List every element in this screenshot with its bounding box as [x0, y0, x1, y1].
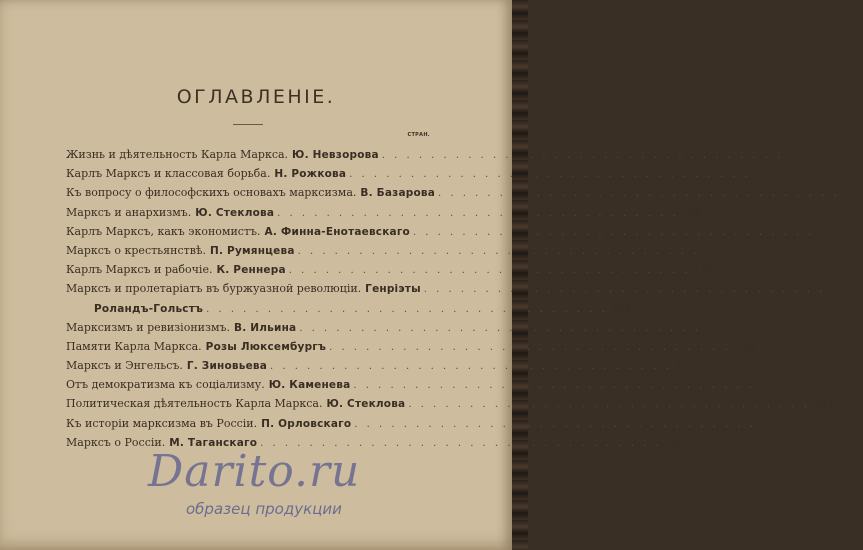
toc-entry-title: Марксизмъ и ревизіонизмъ.: [66, 320, 231, 334]
dot-leader: [326, 338, 734, 357]
toc-entry-page: 227: [674, 359, 696, 373]
dot-leader: [350, 376, 758, 395]
toc-entry-page: 210: [703, 320, 725, 334]
toc-entry-author: М. Таганскаго: [169, 436, 258, 449]
toc-entry-page: 190: [693, 263, 715, 277]
toc-entry-title: Памяти Карла Маркса.: [66, 339, 202, 353]
toc-entry: [66, 203, 702, 222]
toc-entry-author: Роландъ-Гольстъ: [94, 302, 204, 315]
toc-entry-title: Жизнь и дѣятельность Карла Маркса.: [66, 148, 289, 161]
toc-entry: [66, 414, 780, 433]
toc-entry-author: Розы Люксембургъ: [205, 340, 327, 353]
toc-entry-author: В. Ильина: [234, 321, 297, 334]
toc-entry-author: П. Румянцева: [210, 244, 295, 257]
toc-entry-author: Г. Зиновьева: [186, 360, 268, 373]
dot-leader: [267, 357, 675, 376]
book-spine: [512, 0, 528, 550]
toc-entry: [66, 145, 807, 164]
toc-entry-title: Марксъ о крестьянствѣ.: [66, 243, 207, 257]
table-of-contents: [66, 145, 863, 452]
toc-entry-title: Марксъ о Россіи.: [66, 435, 166, 449]
toc-entry-author: В. Базарова: [360, 187, 435, 200]
dot-leader: [379, 146, 787, 165]
toc-entry: [66, 299, 632, 318]
title-divider: [233, 124, 263, 125]
toc-entry: [66, 337, 755, 356]
dot-leader: [435, 184, 843, 203]
toc-entry-page: 50: [848, 186, 863, 200]
toc-entry: [66, 375, 779, 394]
watermark: [148, 446, 378, 546]
toc-entry: [66, 183, 863, 202]
dot-leader: [410, 223, 818, 242]
toc-entry-title: Марксъ и Энгельсъ.: [66, 359, 183, 373]
dot-leader: [286, 261, 694, 280]
toc-entry-page: 30: [759, 167, 774, 181]
toc-entry-page: 291: [812, 397, 834, 411]
dot-leader: [351, 415, 759, 434]
toc-entry: [66, 356, 696, 375]
toc-entry: [66, 394, 834, 413]
page-title: ОГЛАВЛЕНІЕ.: [176, 86, 336, 108]
toc-entry-title: Карлъ Марксъ и классовая борьба.: [66, 167, 271, 181]
toc-entry-author: К. Реннера: [216, 264, 286, 277]
toc-entry-title: Марксъ и пролетаріатъ въ буржуазной революціи.: [66, 282, 362, 296]
dot-leader: [421, 280, 829, 299]
toc-entry-author: Генріэты: [365, 283, 421, 296]
toc-entry-title: Къ исторіи марксизма въ Россіи.: [66, 416, 258, 430]
watermark-logo: Darito.ru: [148, 446, 361, 497]
toc-entry-title: Карлъ Марксъ, какъ экономистъ.: [66, 224, 261, 238]
toc-entry: [66, 318, 725, 337]
toc-entry-page: 252: [758, 378, 779, 392]
toc-entry: [66, 241, 724, 260]
toc-entry-author: Ю. Каменева: [268, 379, 351, 392]
toc-entry-page: 80: [687, 205, 702, 219]
toc-entry-title: Марксъ и анархизмъ.: [66, 205, 192, 219]
toc-entry-author: А. Финна-Енотаевскаго: [264, 225, 410, 238]
toc-entry-title: Карлъ Марксъ и рабочіе.: [66, 263, 213, 277]
toc-entry-page: 218: [733, 339, 755, 353]
toc-entry-page: 351: [758, 416, 780, 430]
toc-entry-author: Ю. Стеклова: [195, 206, 275, 219]
toc-entry-page: 1: [799, 148, 807, 161]
toc-entry-author: П. Орловскаго: [261, 417, 352, 430]
toc-entry: [66, 164, 774, 183]
toc-entry: [66, 260, 715, 279]
toc-entry-page: 387: [664, 435, 686, 449]
page-column-header: СТРАН.: [407, 132, 430, 138]
toc-entry-page: 152: [702, 243, 724, 257]
dot-leader: [346, 165, 754, 184]
watermark-subtitle: образец продукции: [186, 500, 342, 518]
toc-entry: [66, 279, 430, 298]
dot-leader: [295, 242, 703, 261]
dot-leader: [203, 300, 611, 319]
dot-leader: [405, 395, 813, 414]
toc-entry-author: Ю. Невзорова: [292, 149, 379, 161]
dot-leader: [296, 319, 704, 338]
toc-entry-page: 202: [610, 301, 632, 315]
toc-entry-author: Ю. Стеклова: [326, 398, 406, 411]
toc-entry: [66, 222, 839, 241]
toc-entry-page: 126: [817, 224, 839, 238]
toc-entry-title: Политическая дѣятельность Карла Маркса.: [66, 397, 323, 411]
toc-entry-title: Къ вопросу о философскихъ основахъ марксизма.: [66, 186, 357, 200]
toc-entry-author: Н. Рожкова: [274, 168, 347, 181]
dot-leader: [274, 204, 682, 223]
toc-entry-title: Отъ демократизма къ соціализму.: [66, 378, 265, 392]
